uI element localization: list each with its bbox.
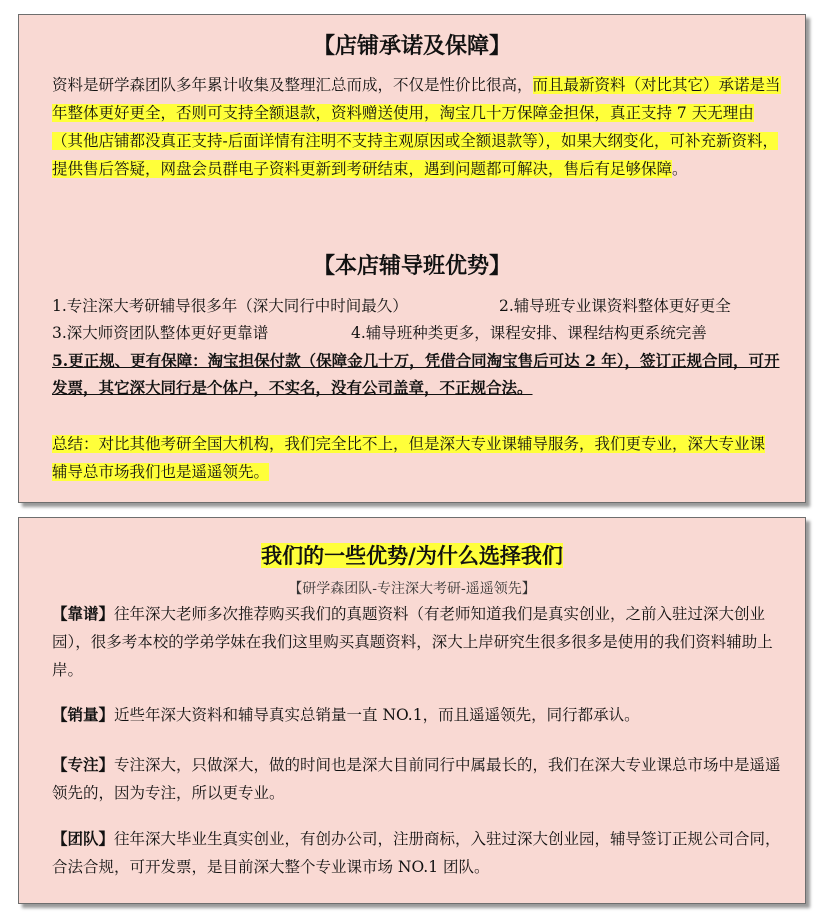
why-choose-panel (18, 517, 806, 904)
strength-reliable-label: 【靠谱】 (52, 604, 115, 623)
strength-focus-text: 专注深大，只做深大，做的时间也是深大目前同行中属最长的，我们在深大专业课总市场中是遥遥领先的，因为专注，所以更专业。 (52, 756, 781, 802)
class-adv-item-4: 4.辅导班种类更多，课程安排、课程结构更系统完善 (351, 324, 707, 342)
promise-text: 资料是研学森团队多年累计收集及整理汇总而成，不仅是性价比很高， (52, 76, 533, 94)
strength-focus (52, 751, 782, 807)
why-title (19, 540, 805, 570)
class-adv-item-5: 5.更正规、更有保障：淘宝担保付款（保障金几十万，凭借合同淘宝售后可达 2 年），签订正规合同，可开发票，其它深大同行是个体户，不实名，没有公司盖章，不正规合法。 (52, 351, 780, 397)
class-adv-item-3: 3.深大师资团队整体更好更靠谱 (52, 324, 269, 342)
class-adv-item-2: 2.辅导班专业课资料整体更好更全 (499, 297, 731, 315)
promise-paragraph (52, 71, 782, 183)
strength-sales-label: 【销量】 (52, 705, 115, 724)
promise-text-end: 。 (672, 160, 688, 178)
promise-panel (18, 14, 806, 503)
strength-focus-label: 【专注】 (52, 755, 115, 774)
class-adv-title: 【本店辅导班优势】 (312, 253, 511, 279)
strength-sales (52, 701, 782, 729)
strength-team-label: 【团队】 (52, 829, 115, 848)
why-title-text: 我们的一些优势/为什么选择我们 (261, 543, 563, 568)
summary-paragraph (52, 430, 780, 486)
promise-title: 【店铺承诺及保障】 (312, 33, 511, 59)
why-subtitle: 【研学森团队-专注深大考研-遥遥领先】 (288, 581, 536, 597)
strength-team (52, 825, 782, 881)
strength-team-text: 往年深大毕业生真实创业，有创办公司，注册商标，入驻过深大创业园，辅导签订正规公司合同，合法合规，可开发票，是目前深大整个专业课市场 NO.1 团队。 (52, 830, 781, 876)
strength-sales-text: 近些年深大资料和辅导真实总销量一直 NO.1，而且遥遥领先，同行都承认。 (114, 706, 640, 724)
summary-text: 总结：对比其他考研全国大机构，我们完全比不上，但是深大专业课辅导服务，我们更专业，深大专业课辅导总市场我们也是遥遥领先。 (52, 435, 766, 481)
strength-reliable-text: 往年深大老师多次推荐购买我们的真题资料（有老师知道我们是真实创业，之前入驻过深大创业园），很多考本校的学弟学妹在我们这里购买真题资料，深大上岸研究生很多很多是使用的我们资料辅助上岸。 (52, 605, 773, 679)
class-adv-item-1: 1.专注深大考研辅导很多年（深大同行中时间最久） (52, 297, 408, 315)
strength-reliable (52, 600, 782, 684)
promise-highlight-text: 而且最新资料（对比其它）承诺是当年整体更好更全，否则可支持全额退款，资料赠送使用，淘宝几十万保障金担保，真正支持 7 天无理由（其他店铺都没真正支持-后面详情有注明不支持主观原因或全额退款等），如果大纲变化，可补充新资料，提供售后答疑，网盘会员群电子资料更新到考研结束，遇到问题都可解决，售后有足够保障 (52, 76, 781, 178)
